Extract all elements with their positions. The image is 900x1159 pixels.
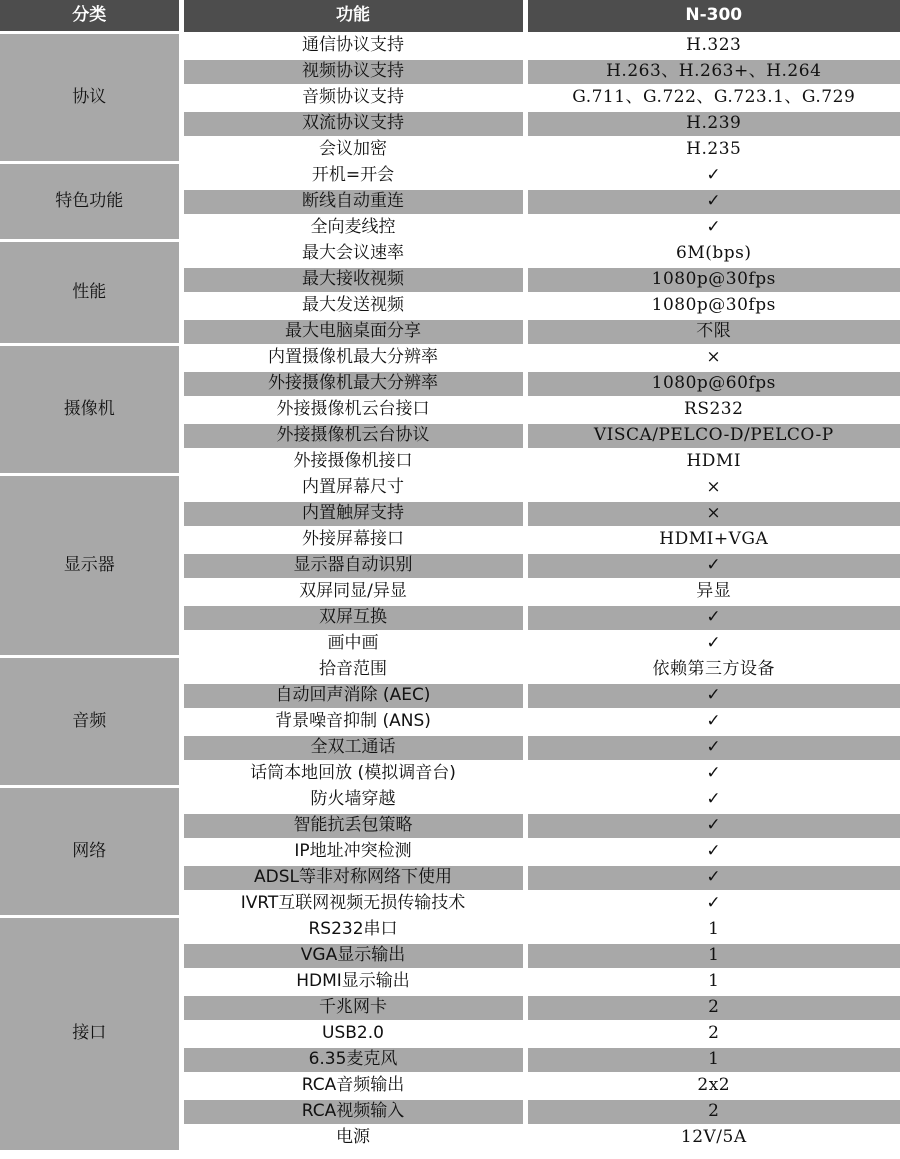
category-cell: 协议 xyxy=(0,33,181,163)
value-cell: H.263、H.263+、H.264 xyxy=(525,59,900,85)
value-cell: ✓ xyxy=(525,189,900,215)
value-cell: 依赖第三方设备 xyxy=(525,657,900,683)
category-cell: 网络 xyxy=(0,787,181,917)
value-cell: 6M(bps) xyxy=(525,241,900,267)
value-cell: × xyxy=(525,345,900,371)
value-cell: ✓ xyxy=(525,553,900,579)
spec-body xyxy=(0,33,900,1150)
value-cell: ✓ xyxy=(525,813,900,839)
value-cell: ✓ xyxy=(525,163,900,189)
value-cell: RS232 xyxy=(525,397,900,423)
feature-cell: 外接摄像机云台协议 xyxy=(181,423,525,449)
category-cell: 特色功能 xyxy=(0,163,181,241)
feature-cell: 话筒本地回放 (模拟调音台) xyxy=(181,761,525,787)
feature-cell: 最大发送视频 xyxy=(181,293,525,319)
table-row xyxy=(0,163,900,189)
feature-cell: 内置屏幕尺寸 xyxy=(181,475,525,501)
value-cell: × xyxy=(525,501,900,527)
value-cell: ✓ xyxy=(525,631,900,657)
value-cell: 12V/5A xyxy=(525,1125,900,1150)
feature-cell: 拾音范围 xyxy=(181,657,525,683)
value-cell: 1 xyxy=(525,1047,900,1073)
feature-cell: 背景噪音抑制 (ANS) xyxy=(181,709,525,735)
feature-cell: 画中画 xyxy=(181,631,525,657)
feature-cell: 最大会议速率 xyxy=(181,241,525,267)
feature-cell: 千兆网卡 xyxy=(181,995,525,1021)
table-row xyxy=(0,241,900,267)
value-cell: 1 xyxy=(525,943,900,969)
feature-cell: 外接摄像机接口 xyxy=(181,449,525,475)
feature-cell: 最大电脑桌面分享 xyxy=(181,319,525,345)
value-cell: VISCA/PELCO-D/PELCO-P xyxy=(525,423,900,449)
value-cell: H.239 xyxy=(525,111,900,137)
feature-cell: IVRT互联网视频无损传输技术 xyxy=(181,891,525,917)
feature-cell: 开机=开会 xyxy=(181,163,525,189)
value-cell: 1 xyxy=(525,917,900,943)
value-cell: ✓ xyxy=(525,761,900,787)
feature-cell: 6.35麦克风 xyxy=(181,1047,525,1073)
header-category: 分类 xyxy=(0,0,181,33)
feature-cell: 双屏同显/异显 xyxy=(181,579,525,605)
header-row xyxy=(0,0,900,33)
value-cell: ✓ xyxy=(525,839,900,865)
category-cell: 接口 xyxy=(0,917,181,1150)
feature-cell: 外接摄像机最大分辨率 xyxy=(181,371,525,397)
header-function: 功能 xyxy=(181,0,525,33)
value-cell: H.235 xyxy=(525,137,900,163)
feature-cell: 外接摄像机云台接口 xyxy=(181,397,525,423)
value-cell: ✓ xyxy=(525,865,900,891)
value-cell: 1080p@30fps xyxy=(525,267,900,293)
feature-cell: 智能抗丢包策略 xyxy=(181,813,525,839)
value-cell: H.323 xyxy=(525,33,900,59)
feature-cell: 全向麦线控 xyxy=(181,215,525,241)
value-cell: ✓ xyxy=(525,787,900,813)
value-cell: 不限 xyxy=(525,319,900,345)
value-cell: HDMI xyxy=(525,449,900,475)
value-cell: 2x2 xyxy=(525,1073,900,1099)
feature-cell: 会议加密 xyxy=(181,137,525,163)
table-row xyxy=(0,33,900,59)
feature-cell: 自动回声消除 (AEC) xyxy=(181,683,525,709)
feature-cell: RCA视频输入 xyxy=(181,1099,525,1125)
table-row xyxy=(0,657,900,683)
feature-cell: 最大接收视频 xyxy=(181,267,525,293)
value-cell: HDMI+VGA xyxy=(525,527,900,553)
feature-cell: RCA音频输出 xyxy=(181,1073,525,1099)
feature-cell: 全双工通话 xyxy=(181,735,525,761)
category-cell: 性能 xyxy=(0,241,181,345)
value-cell: × xyxy=(525,475,900,501)
value-cell: ✓ xyxy=(525,709,900,735)
feature-cell: 外接屏幕接口 xyxy=(181,527,525,553)
value-cell: ✓ xyxy=(525,683,900,709)
value-cell: 1 xyxy=(525,969,900,995)
feature-cell: VGA显示输出 xyxy=(181,943,525,969)
value-cell: 1080p@30fps xyxy=(525,293,900,319)
feature-cell: RS232串口 xyxy=(181,917,525,943)
feature-cell: 内置摄像机最大分辨率 xyxy=(181,345,525,371)
table-row xyxy=(0,475,900,501)
feature-cell: 音频协议支持 xyxy=(181,85,525,111)
feature-cell: 断线自动重连 xyxy=(181,189,525,215)
value-cell: ✓ xyxy=(525,891,900,917)
value-cell: ✓ xyxy=(525,215,900,241)
value-cell: ✓ xyxy=(525,605,900,631)
value-cell: 2 xyxy=(525,995,900,1021)
feature-cell: 通信协议支持 xyxy=(181,33,525,59)
feature-cell: 双屏互换 xyxy=(181,605,525,631)
value-cell: ✓ xyxy=(525,735,900,761)
table-row xyxy=(0,917,900,943)
feature-cell: IP地址冲突检测 xyxy=(181,839,525,865)
table-row xyxy=(0,787,900,813)
feature-cell: USB2.0 xyxy=(181,1021,525,1047)
feature-cell: HDMI显示输出 xyxy=(181,969,525,995)
value-cell: 2 xyxy=(525,1099,900,1125)
feature-cell: 视频协议支持 xyxy=(181,59,525,85)
feature-cell: ADSL等非对称网络下使用 xyxy=(181,865,525,891)
table-row xyxy=(0,345,900,371)
value-cell: G.711、G.722、G.723.1、G.729 xyxy=(525,85,900,111)
category-cell: 音频 xyxy=(0,657,181,787)
category-cell: 摄像机 xyxy=(0,345,181,475)
feature-cell: 显示器自动识别 xyxy=(181,553,525,579)
value-cell: 2 xyxy=(525,1021,900,1047)
value-cell: 异显 xyxy=(525,579,900,605)
feature-cell: 电源 xyxy=(181,1125,525,1150)
category-cell: 显示器 xyxy=(0,475,181,657)
feature-cell: 内置触屏支持 xyxy=(181,501,525,527)
value-cell: 1080p@60fps xyxy=(525,371,900,397)
feature-cell: 防火墙穿越 xyxy=(181,787,525,813)
feature-cell: 双流协议支持 xyxy=(181,111,525,137)
header-model: N-300 xyxy=(525,0,900,33)
